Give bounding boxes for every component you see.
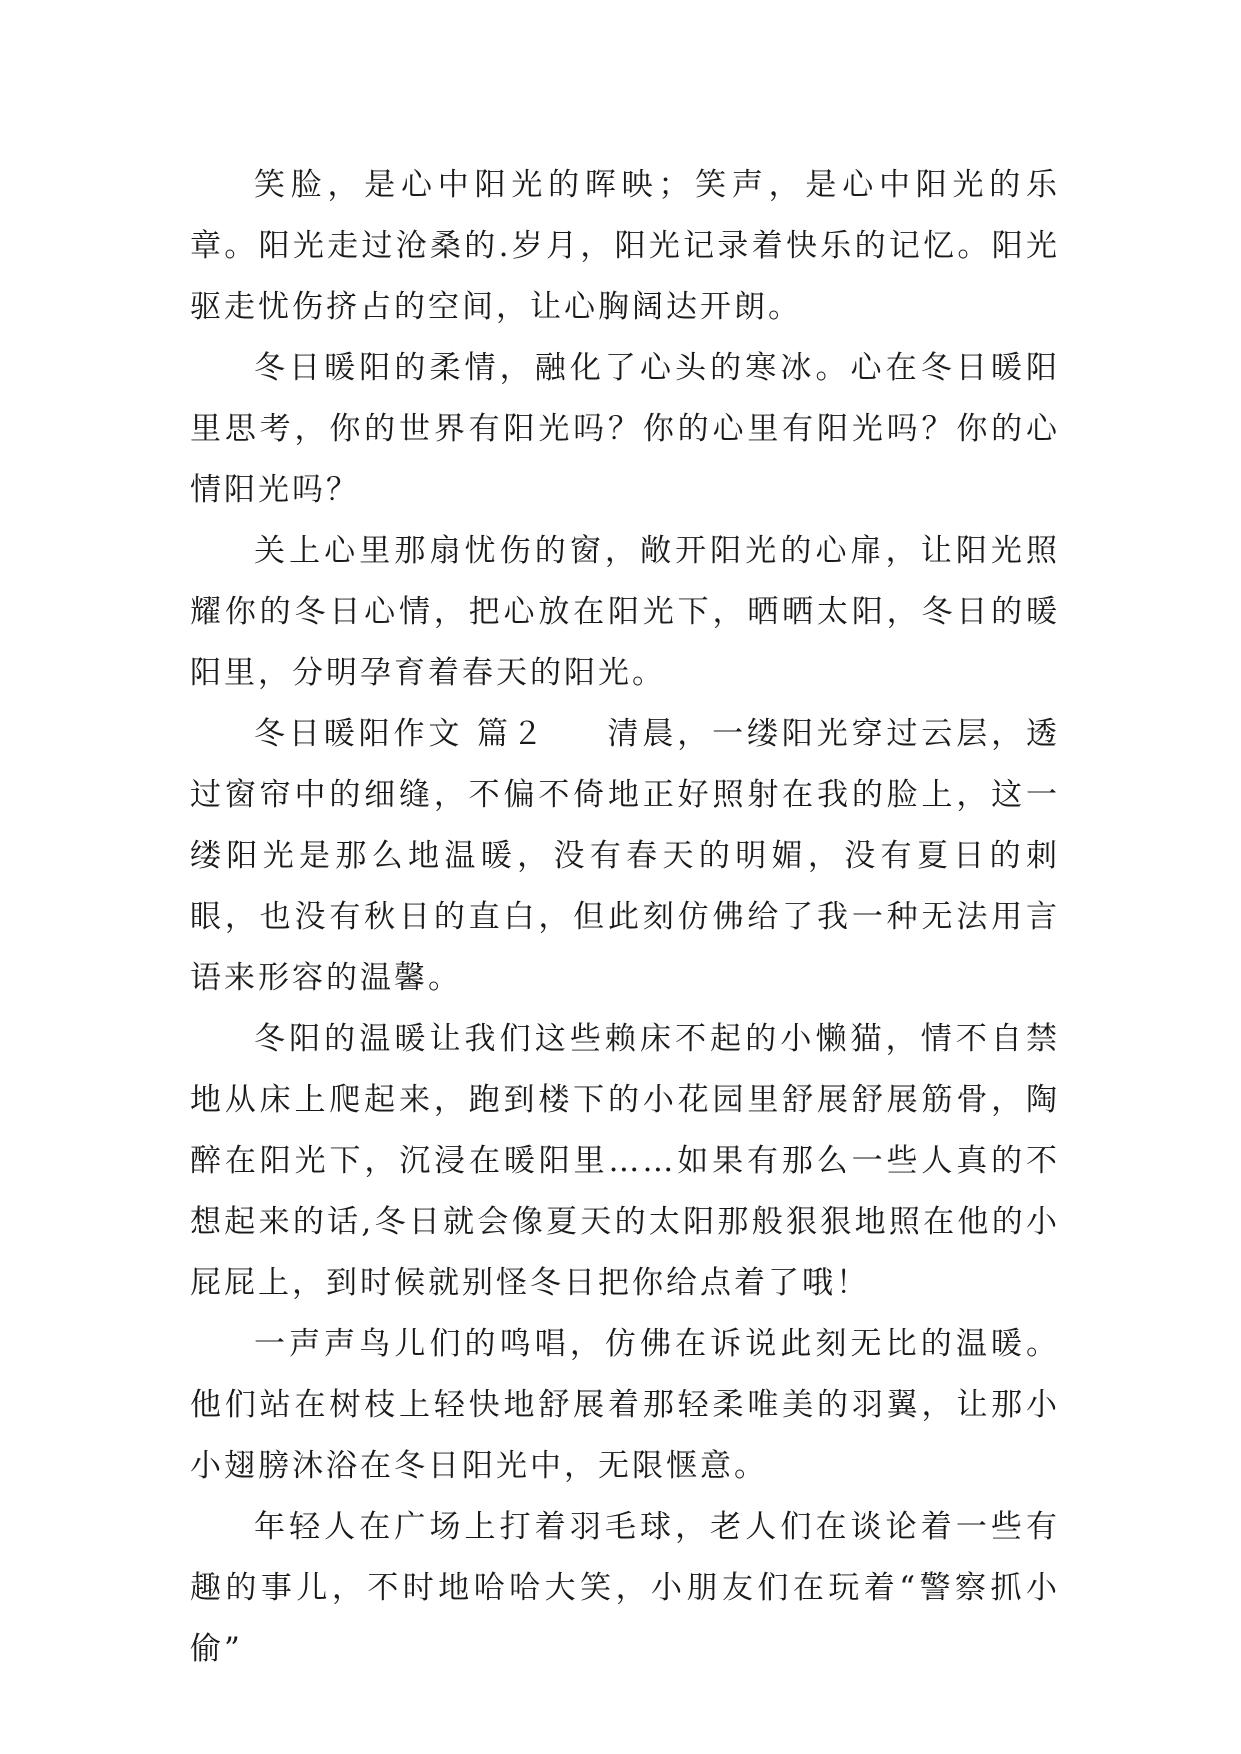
paragraph-5: 冬阳的温暖让我们这些赖床不起的小懒猫，情不自禁地从床上爬起来，跑到楼下的小花园里舒展舒展筋骨，陶醉在阳光下，沉浸在暖阳里……如果有那么一些人真的不想起来的话,冬日就会像夏天的太阳那般狠狠地照在他的小屁屁上，到时候就别怪冬日把你给点着了哦！	[190, 1021, 1060, 1301]
section-first-paragraph: 清晨，一缕阳光穿过云层，透过窗帘中的细缝，不偏不倚地正好照射在我的脸上，这一缕阳光是那么地温暖，没有春天的明媚，没有夏日的刺眼，也没有秋日的直白，但此刻仿佛给了我一种无法用言语来形容的温馨。	[190, 716, 1060, 996]
paragraph-2: 冬日暖阳的柔情，融化了心头的寒冰。心在冬日暖阳里思考，你的世界有阳光吗？你的心里有阳光吗？你的心情阳光吗？	[190, 350, 1060, 508]
paragraph-6: 一声声鸟儿们的鸣唱，仿佛在诉说此刻无比的温暖。他们站在树枝上轻快地舒展着那轻柔唯美的羽翼，让那小小翅膀沐浴在冬日阳光中，无限惬意。	[190, 1326, 1060, 1484]
section-heading: 冬日暖阳作文 篇２	[254, 716, 547, 752]
paragraph-3: 关上心里那扇忧伤的窗，敞开阳光的心扉，让阳光照耀你的冬日心情，把心放在阳光下，晒晒太阳，冬日的暖阳里，分明孕育着春天的阳光。	[190, 533, 1060, 691]
paragraph-1: 笑脸，是心中阳光的晖映；笑声，是心中阳光的乐章。阳光走过沧桑的.岁月，阳光记录着快乐的记忆。阳光驱走忧伤挤占的空间，让心胸阔达开朗。	[190, 167, 1060, 325]
paragraph-7: 年轻人在广场上打着羽毛球，老人们在谈论着一些有趣的事儿，不时地哈哈大笑，小朋友们在玩着“警察抓小偷”	[190, 1509, 1060, 1667]
paragraph-4	[190, 704, 1060, 1009]
article-body	[190, 155, 1060, 1680]
